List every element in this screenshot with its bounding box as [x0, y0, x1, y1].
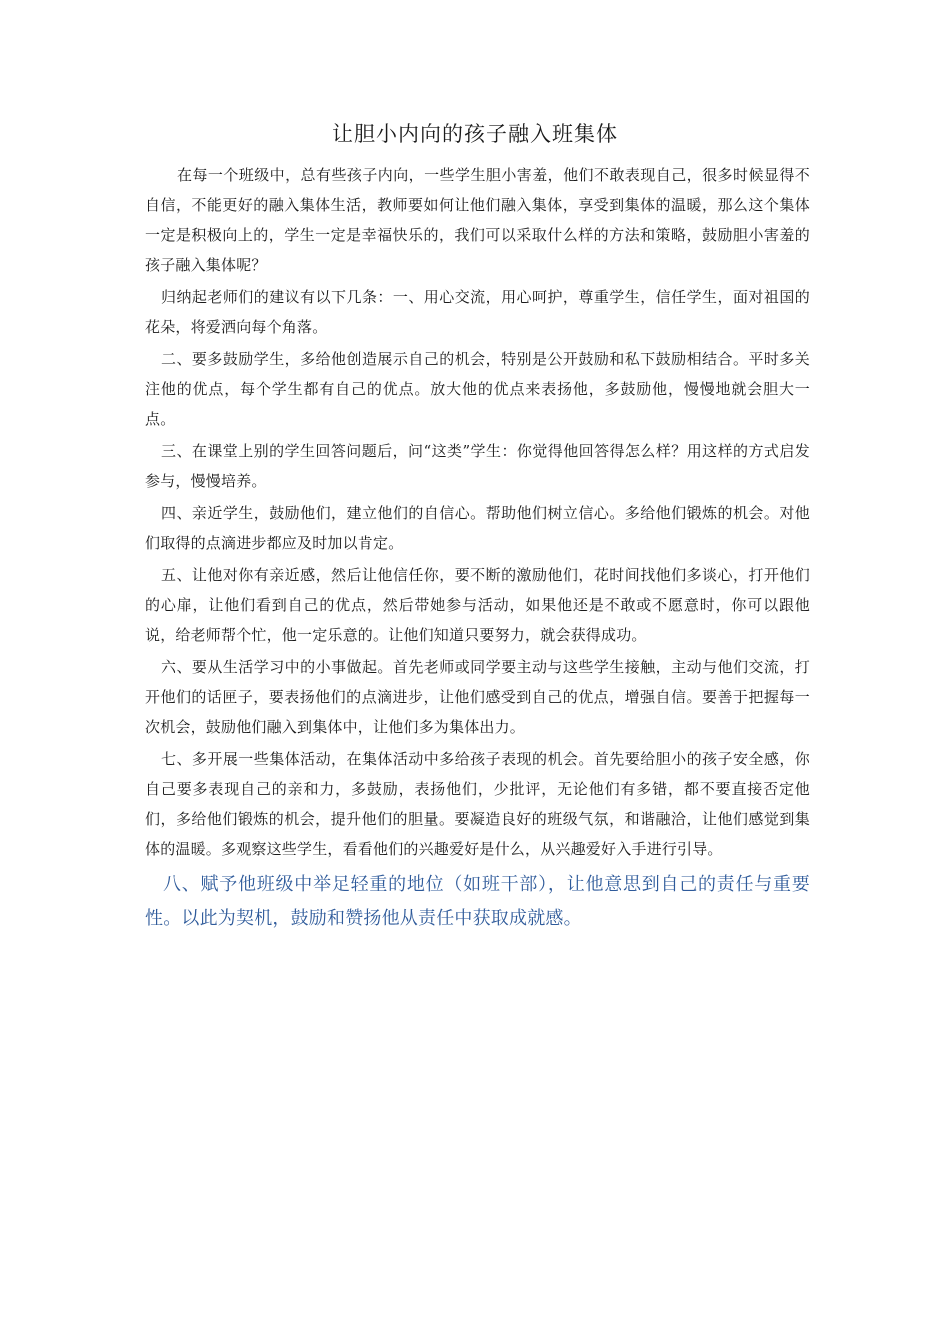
paragraph-item-1: 归纳起老师们的建议有以下几条：一、用心交流，用心呵护，尊重学生，信任学生，面对祖国的花朵，将爱洒向每个角落。 — [145, 288, 810, 336]
paragraph-item-6: 六、要从生活学习中的小事做起。首先老师或同学要主动与这些学生接触，主动与他们交流，打开他们的话匣子，要表扬他们的点滴进步，让他们感受到自己的优点，增强自信。要善于把握每一次机会，鼓励他们融入到集体中，让他们多为集体出力。 — [145, 658, 810, 736]
document-title: 让胆小内向的孩子融入班集体 — [332, 122, 618, 146]
paragraph-item-5: 五、让他对你有亲近感，然后让他信任你，要不断的激励他们，花时间找他们多谈心，打开他们的心扉，让他们看到自己的优点，然后带她参与活动，如果他还是不敢或不愿意时，你可以跟他说，给老师帮个忙，他一定乐意的。让他们知道只要努力，就会获得成功。 — [145, 566, 810, 644]
paragraph-intro: 在每一个班级中，总有些孩子内向，一些学生胆小害羞，他们不敢表现自己，很多时候显得不自信，不能更好的融入集体生活，教师要如何让他们融入集体，享受到集体的温暖，那么这个集体一定是积极向上的，学生一定是幸福快乐的，我们可以采取什么样的方法和策略，鼓励胆小害羞的孩子融入集体呢？ — [145, 166, 810, 274]
paragraph-item-2: 二、要多鼓励学生，多给他创造展示自己的机会，特别是公开鼓励和私下鼓励相结合。平时多关注他的优点，每个学生都有自己的优点。放大他的优点来表扬他，多鼓励他，慢慢地就会胆大一点。 — [145, 350, 810, 428]
paragraph-item-3: 三、在课堂上别的学生回答问题后，问“这类”学生：你觉得他回答得怎么样？用这样的方式启发参与，慢慢培养。 — [145, 442, 810, 490]
paragraph-item-8-highlight: 八、赋予他班级中举足轻重的地位（如班干部），让他意思到自己的责任与重要性。以此为契机，鼓励和赞扬他从责任中获取成就感。 — [145, 874, 810, 929]
paragraph-item-7: 七、多开展一些集体活动，在集体活动中多给孩子表现的机会。首先要给胆小的孩子安全感，你自己要多表现自己的亲和力，多鼓励，表扬他们，少批评，无论他们有多错，都不要直接否定他们，多给他们锻炼的机会，提升他们的胆量。要凝造良好的班级气氛，和谐融洽，让他们感觉到集体的温暖。多观察这些学生，看看他们的兴趣爱好是什么，从兴趣爱好入手进行引导。 — [145, 750, 810, 858]
paragraph-item-4: 四、亲近学生，鼓励他们，建立他们的自信心。帮助他们树立信心。多给他们锻炼的机会。对他们取得的点滴进步都应及时加以肯定。 — [145, 504, 810, 552]
document-body — [145, 160, 810, 938]
